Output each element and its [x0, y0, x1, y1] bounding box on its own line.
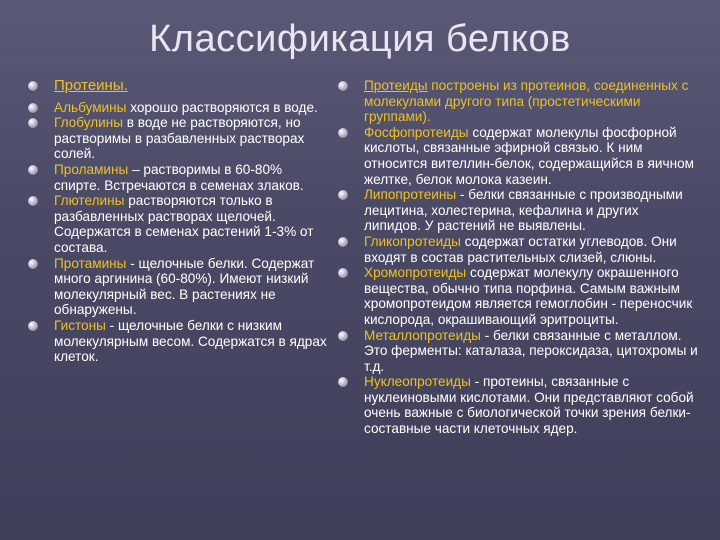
list-item	[338, 328, 698, 375]
item-term: Глютелины	[54, 193, 125, 209]
bullet-icon	[28, 165, 38, 175]
bullet-icon	[338, 81, 348, 91]
bullet-icon	[338, 128, 348, 138]
item-term: Фосфопротеиды	[364, 124, 469, 140]
item-text: в воде не растворяются, но растворимы в разбавленных растворах солей.	[54, 115, 305, 162]
item-text: - протеины, связанные с нуклеиновыми кислотами. Они представляют собой очень важные с биологической точки зрения белки- составные части клеточных ядер.	[364, 374, 694, 437]
right-column	[338, 78, 698, 437]
section-header: Протеины.	[54, 77, 128, 94]
item-term: Протеиды	[364, 78, 428, 93]
item-term: Липопротеины	[364, 187, 457, 203]
bullet-icon	[338, 190, 348, 200]
list-item	[28, 100, 328, 116]
list-item	[28, 162, 328, 193]
item-text: - щелочные белки с низким молекулярным весом. Содержатся в ядрах клеток.	[54, 317, 327, 365]
bullet-icon	[28, 103, 38, 113]
list-item	[338, 234, 698, 265]
bullet-icon	[338, 237, 348, 247]
item-term: Протамины	[54, 255, 127, 271]
left-column	[28, 78, 328, 365]
bullet-icon	[338, 331, 348, 341]
list-item	[28, 318, 328, 365]
item-term: Проламины	[54, 161, 129, 177]
list-item	[28, 193, 328, 255]
item-text: - щелочные белки. Содержат много аргинина (60-80%). Имеют низкий молекулярный вес. В растениях не обнаружены.	[54, 255, 315, 318]
item-term: Гликопротеиды	[364, 233, 461, 249]
bullet-icon	[28, 259, 38, 269]
list-item	[338, 78, 698, 125]
item-text: - белки связанные с металлом. Это ферменты: каталаза, пероксидаза, цитохромы и т.д.	[364, 327, 698, 374]
list-item-header	[28, 78, 328, 94]
slide-title: Классификация белков	[149, 18, 571, 60]
item-text: построены из протеинов, соединенных с молекулами другого типа (простетическими группами).	[364, 78, 689, 125]
item-term: Металлопротеиды	[364, 327, 481, 343]
list-item	[338, 125, 698, 187]
item-text: растворяются только в разбавленных растворах щелочей. Содержатся в семенах растений 1-3% от состава.	[54, 193, 314, 255]
item-term: Хромопротеиды	[364, 265, 467, 281]
item-text: содержат молекулу окрашенного вещества, обычно типа порфина. Самым важным хромопротеидом является гемоглобин - переносчик кислорода, окрашивающий эритроциты.	[364, 265, 693, 327]
list-item	[338, 187, 698, 234]
item-text: содержат молекулы фосфорной кислоты, связанные эфирной связью. К ним относится вителлин-белок, содержащийся в яичном желтке, белок молока казеин.	[364, 124, 694, 187]
item-text: содержат остатки углеводов. Они входят в состав растительных слизей, слюны.	[364, 233, 677, 265]
bullet-icon	[28, 321, 38, 331]
item-term: Нуклеопротеиды	[364, 374, 471, 390]
list-item	[28, 115, 328, 162]
list-item	[338, 265, 698, 327]
item-term: Глобулины	[54, 115, 124, 131]
bullet-icon	[338, 377, 348, 387]
bullet-icon	[338, 268, 348, 278]
bullet-icon	[28, 118, 38, 128]
list-item	[338, 374, 698, 436]
item-text: – растворимы в 60-80% спирте. Встречаются в семенах злаков.	[54, 161, 304, 193]
item-text: - белки связанные с производными лецитина, холестерина, кефалина и других липидов. У растений не выявлены.	[364, 187, 683, 234]
item-term: Гистоны	[54, 317, 106, 333]
bullet-icon	[28, 196, 38, 206]
item-term: Альбумины	[54, 99, 127, 115]
bullet-icon	[28, 81, 38, 91]
item-text: хорошо растворяются в воде.	[126, 99, 318, 115]
list-item	[28, 256, 328, 318]
